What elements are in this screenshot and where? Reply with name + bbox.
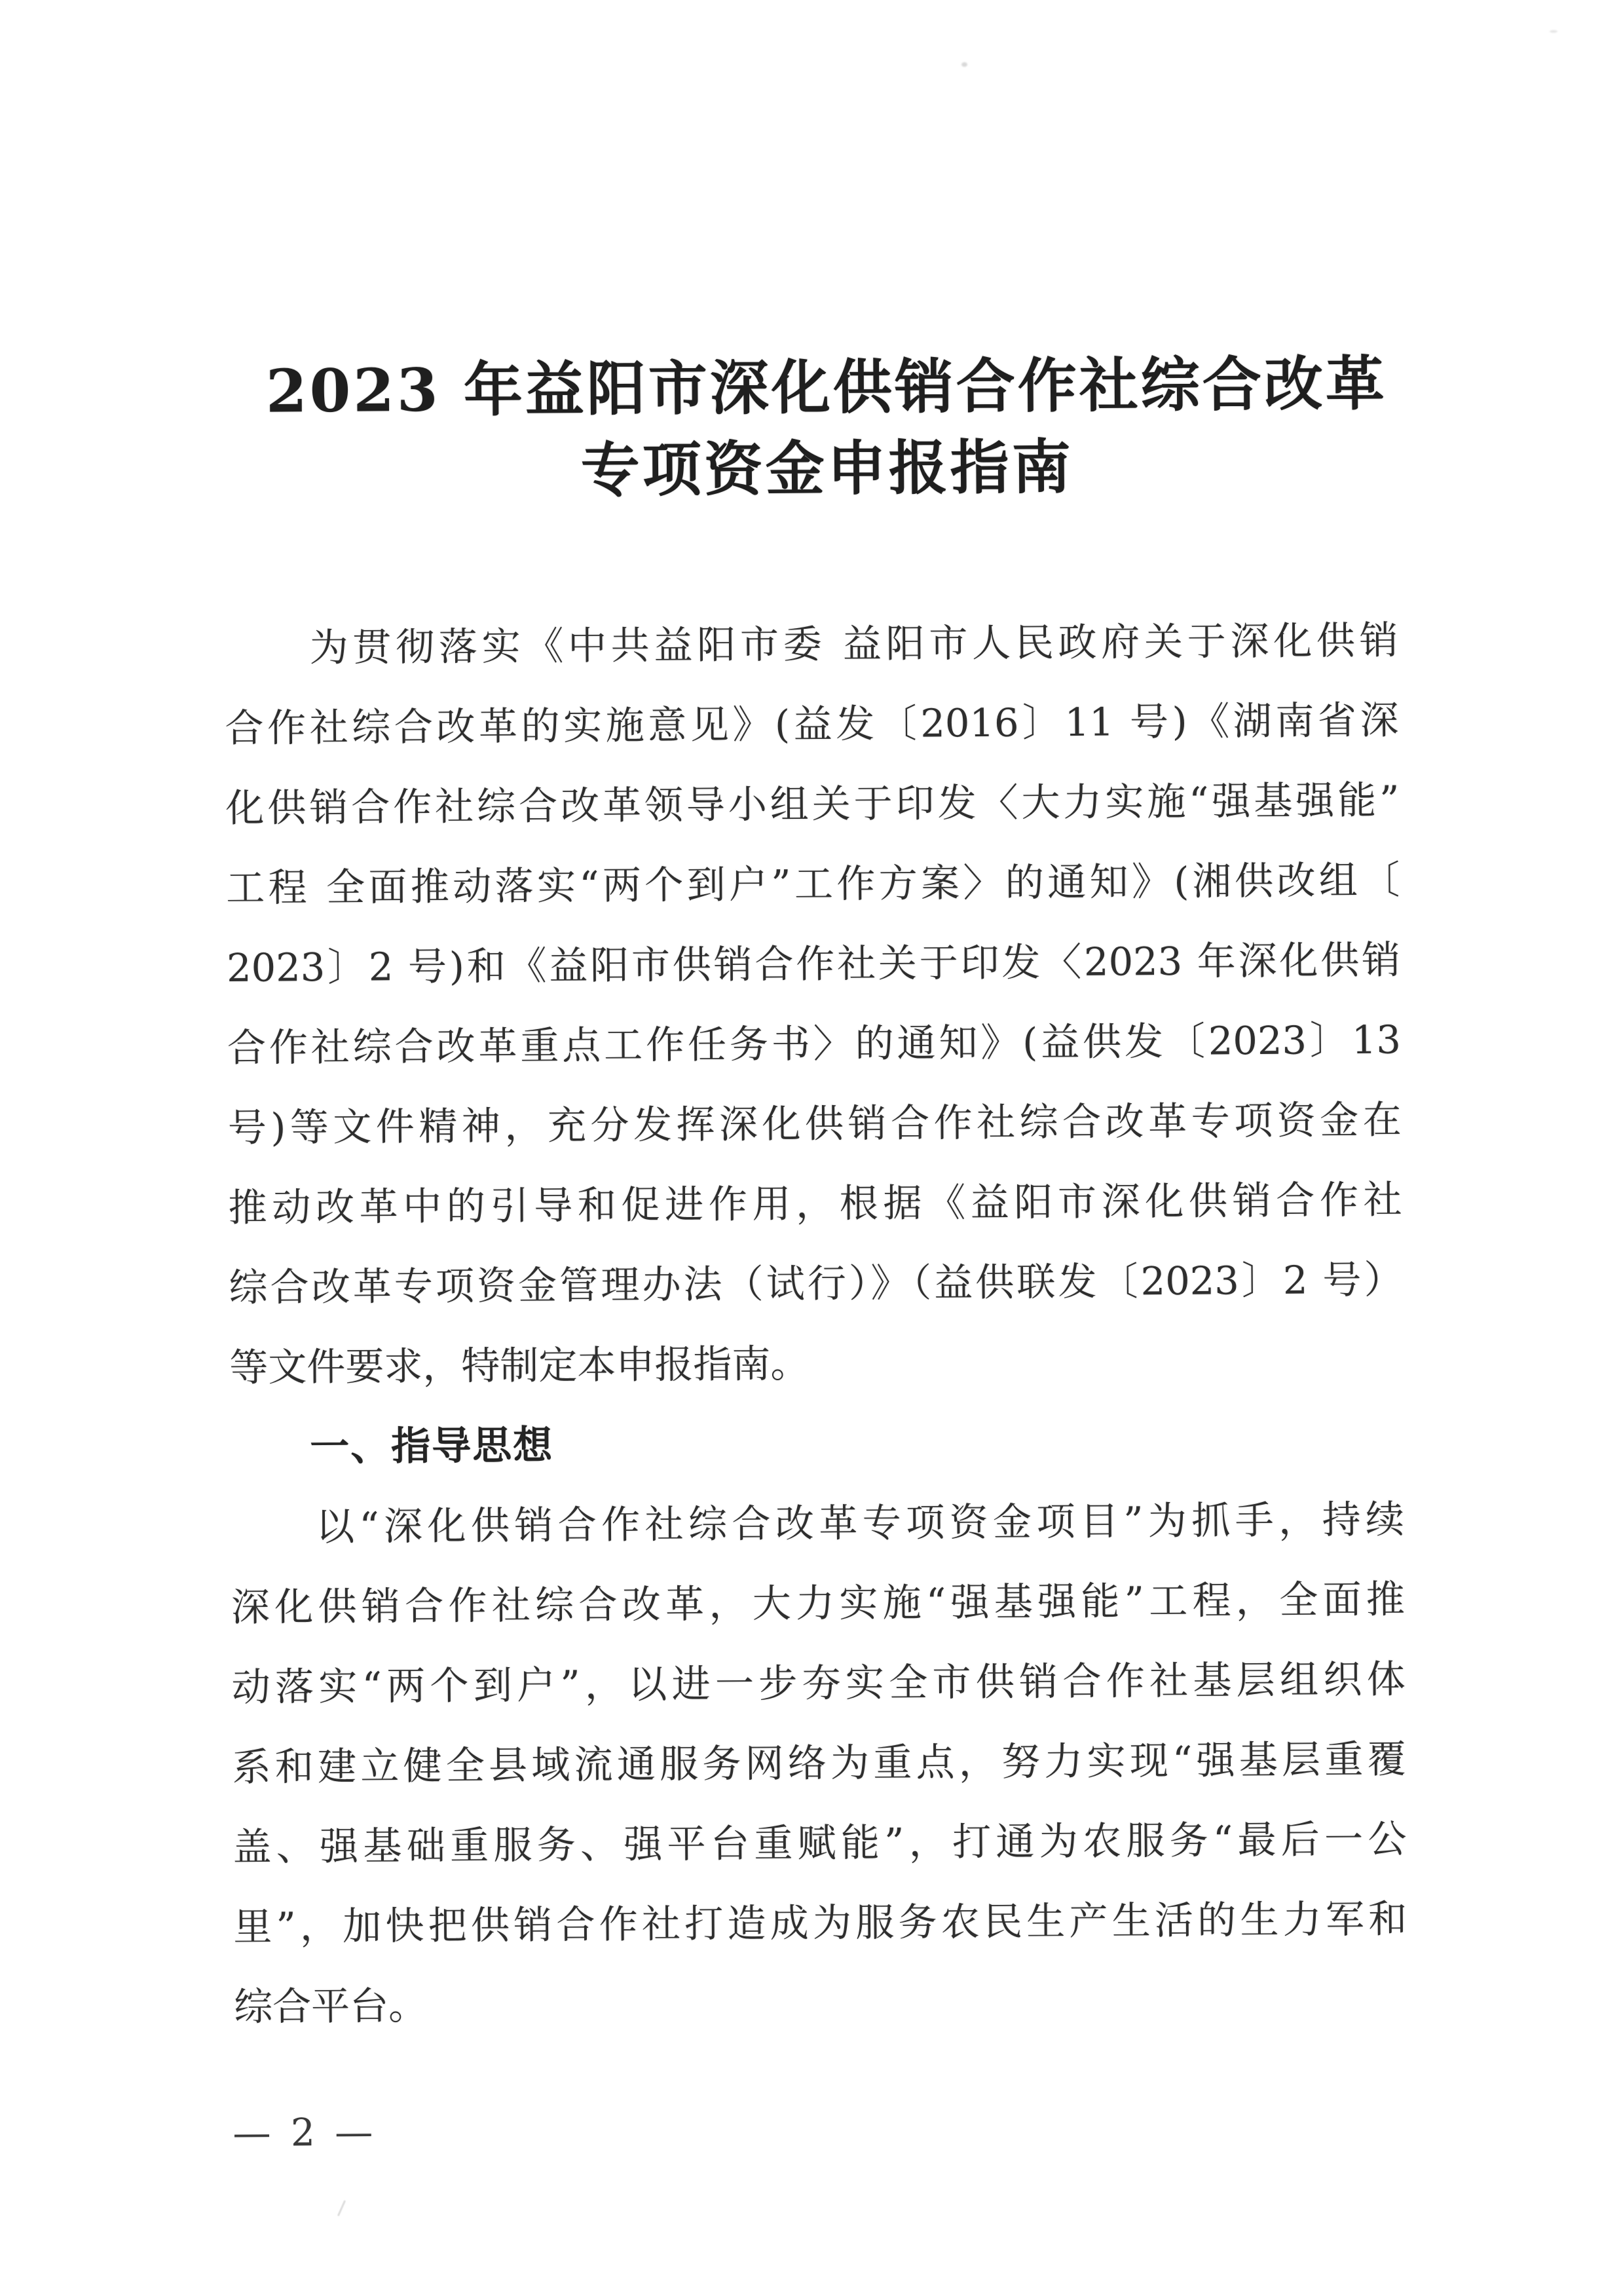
intro-line: 综合改革专项资金管理办法（试行）》（益供联发〔2023〕2 号） — [229, 1256, 1403, 1310]
title-line-2: 专项资金申报指南 — [580, 432, 1074, 506]
guiding-line: 里”，加快把供销合作社打造成为服务农民生产生活的生力军和 — [233, 1896, 1407, 1949]
guiding-line: 盖、强基础重服务、强平台重赋能”，打通为农服务“最后一公 — [233, 1816, 1407, 1870]
guiding-line: 以“深化供销合作社综合改革专项资金项目”为抓手，持续 — [315, 1496, 1405, 1550]
guiding-line: 深化供销合作社综合改革，大力实施“强基强能”工程，全面推 — [231, 1576, 1406, 1630]
intro-line: 推动改革中的引导和促进作用，根据《益阳市深化供销合作社 — [228, 1176, 1402, 1230]
intro-line: 等文件要求，特制定本申报指南。 — [229, 1340, 810, 1390]
intro-line: 合作社综合改革重点工作任务书〉的通知》(益供发〔2023〕13 — [227, 1017, 1402, 1071]
intro-line: 号)等文件精神，充分发挥深化供销合作社综合改革专项资金在 — [227, 1097, 1402, 1150]
intro-line: 化供销合作社综合改革领导小组关于印发〈大力实施“强基强能” — [225, 777, 1400, 831]
guiding-line: 综合平台。 — [233, 1982, 428, 2029]
page-number: — 2 — — [233, 2109, 377, 2155]
document-body — [224, 601, 1407, 2047]
intro-line: 合作社综合改革的实施意见》(益发〔2016〕11 号)《湖南省深 — [225, 697, 1399, 751]
guiding-line: 系和建立健全县域流通服务网络为重点，努力实现“强基层重覆 — [232, 1736, 1406, 1790]
intro-line: 2023〕2 号)和《益阳市供销合作社关于印发〈2023 年深化供销 — [226, 937, 1401, 991]
document-title — [240, 343, 1415, 514]
section-heading-guiding-thought: 一、指导思想 — [309, 1422, 554, 1471]
title-line-1: 2023 年益阳市深化供销合作社综合改革 — [265, 348, 1388, 426]
guiding-line: 动落实“两个到户”，以进一步夯实全市供销合作社基层组织体 — [231, 1656, 1406, 1710]
intro-line: 为贯彻落实《中共益阳市委 益阳市人民政府关于深化供销 — [309, 617, 1398, 671]
intro-line: 工程 全面推动落实“两个到户”工作方案〉的通知》(湘供改组〔 — [226, 857, 1400, 911]
